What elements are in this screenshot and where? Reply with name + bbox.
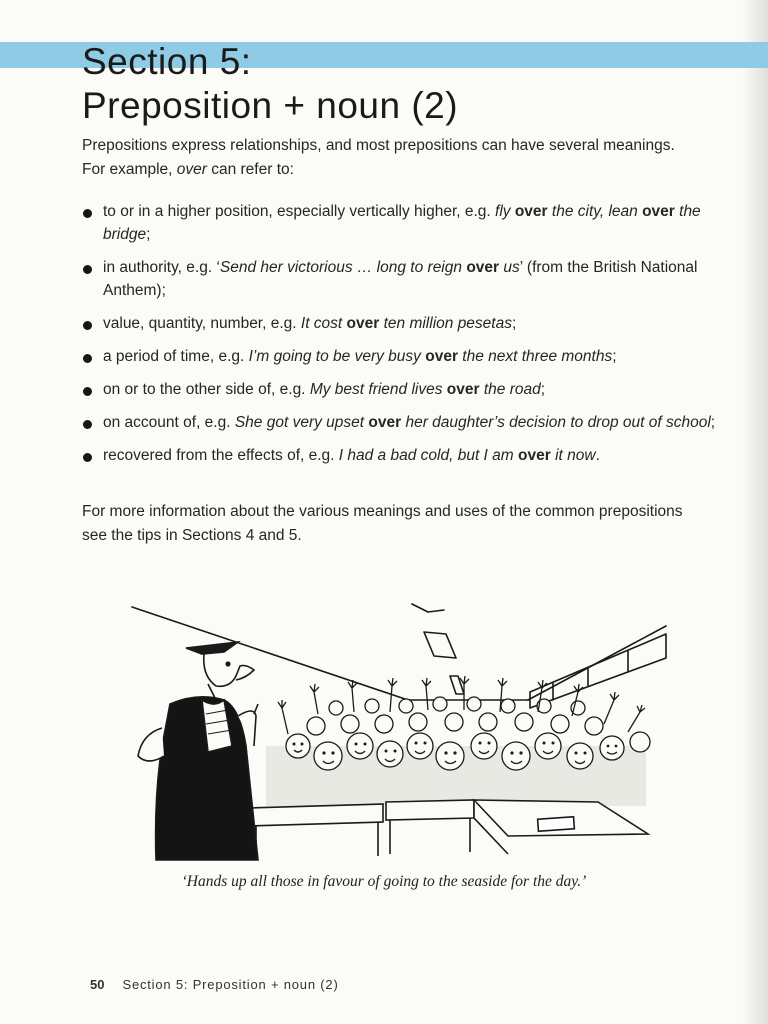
title-line-2: Preposition + noun (2) xyxy=(82,85,459,126)
outro-paragraph: For more information about the various meanings and uses of the common prepositions see the tips in Sections 4 and 5. xyxy=(82,503,683,544)
meaning-text: to or in a higher position, especially vertically higher, e.g. xyxy=(103,203,496,220)
bullet-icon xyxy=(83,453,92,462)
list-item xyxy=(82,256,722,302)
meaning-text: on account of, e.g. xyxy=(103,414,235,431)
keyword: over xyxy=(466,259,500,276)
example-text: My best friend lives xyxy=(309,381,447,398)
list-item xyxy=(82,312,722,335)
list-item xyxy=(82,411,722,434)
example-text: I had a bad cold, but I am xyxy=(338,447,519,464)
meaning-text: recovered from the effects of, e.g. xyxy=(103,447,339,464)
example-text: fly xyxy=(495,203,515,220)
intro-keyword: over xyxy=(176,161,207,178)
illustration-caption: ‘Hands up all those in favour of going to the seaside for the day.’ xyxy=(181,873,587,890)
meaning-text: in authority, e.g. ‘ xyxy=(103,259,220,276)
mortarboard-hat xyxy=(186,642,238,654)
page-number: 50 xyxy=(90,977,105,992)
intro-paragraph xyxy=(82,134,702,182)
ceiling-light-panel xyxy=(424,632,456,658)
keyword: over xyxy=(368,414,402,431)
list-item xyxy=(82,378,722,401)
keyword: over xyxy=(514,203,548,220)
meaning-text: a period of time, e.g. xyxy=(103,348,249,365)
meaning-tail: ; xyxy=(612,348,617,365)
list-item xyxy=(82,345,722,368)
example-text: ten million pesetas xyxy=(379,315,512,332)
student-crowd xyxy=(266,676,650,806)
ceiling-light-fixture xyxy=(412,604,444,612)
meaning-text: value, quantity, number, e.g. xyxy=(103,315,301,332)
bullet-icon xyxy=(83,420,92,429)
meaning-tail: ; xyxy=(710,414,716,431)
meaning-tail: . xyxy=(595,447,600,464)
ceiling-edge-line xyxy=(132,607,408,700)
list-item xyxy=(82,200,722,246)
example-text: I’m going to be very busy xyxy=(248,348,426,365)
example-text: the next three months xyxy=(457,348,613,365)
example-text: her daughter’s decision to drop out of school xyxy=(401,414,711,431)
bullet-icon xyxy=(83,265,92,274)
example-text: the bridge xyxy=(103,203,701,243)
keyword: over xyxy=(518,447,551,464)
meaning-text: on or to the other side of, e.g. xyxy=(103,381,310,398)
page-footer xyxy=(90,977,339,992)
classroom-desks xyxy=(248,800,648,858)
bullet-icon xyxy=(83,321,92,330)
example-text: Send her victorious … long to reign xyxy=(219,259,467,276)
ceiling-light-panel xyxy=(450,676,464,694)
classroom-cartoon xyxy=(128,596,673,868)
keyword: over xyxy=(642,203,675,220)
keyword: over xyxy=(446,381,480,398)
meaning-tail: ’ (from the British National Anthem); xyxy=(103,259,698,299)
meaning-tail: ; xyxy=(146,226,151,243)
keyword: over xyxy=(346,315,380,332)
example-text: It cost xyxy=(300,315,347,332)
meaning-tail: ; xyxy=(511,315,517,332)
bullet-icon xyxy=(83,209,92,218)
running-title: Section 5: Preposition + noun (2) xyxy=(122,977,339,992)
example-text: the road xyxy=(479,381,541,398)
title-line-1: Section 5: xyxy=(82,41,252,82)
example-text: the city, lean xyxy=(547,203,643,220)
example-text: us xyxy=(499,259,520,276)
window-frame xyxy=(530,634,666,708)
list-item xyxy=(82,444,722,467)
page-title xyxy=(82,40,458,128)
page-edge-shadow xyxy=(742,0,768,1024)
meaning-tail: ; xyxy=(540,381,546,398)
bullet-icon xyxy=(83,387,92,396)
example-text: it now xyxy=(550,447,596,464)
intro-text-end: can refer to: xyxy=(206,161,294,178)
meanings-list xyxy=(82,200,722,477)
keyword: over xyxy=(425,348,458,365)
intro-text: Prepositions express relationships, and most prepositions can have several meanings. For example, xyxy=(82,137,675,178)
bullet-icon xyxy=(83,354,92,363)
example-text: She got very upset xyxy=(234,414,369,431)
professor-figure xyxy=(138,642,258,860)
